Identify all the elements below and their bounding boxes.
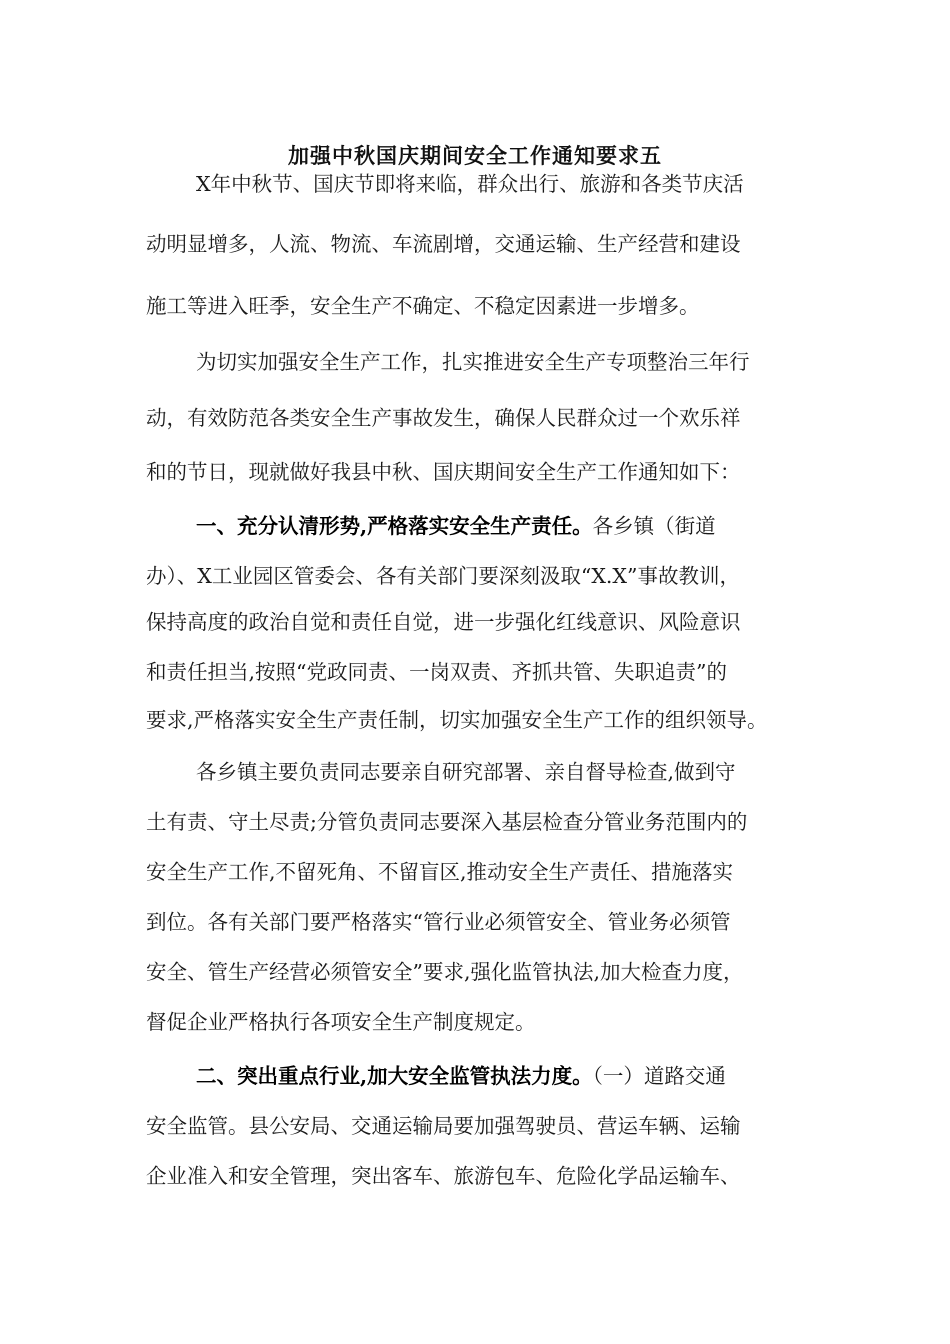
text-line [146,402,741,434]
text-line [146,560,740,592]
document-title: 加强中秋国庆期间安全工作通知要求五 [288,143,662,168]
line-text: 动，有效防范各类安全生产事故发生，确保人民群众过一个欢乐祥 [146,406,741,430]
line-text: 和责任担当,按照“党政同责、一岗双责、齐抓共管、失职追责”的 [146,660,727,684]
line-text: X年中秋节、国庆节即将来临，群众出行、旅游和各类节庆活 [196,172,744,196]
text-line [146,656,727,688]
text-line [196,346,750,378]
section-heading-line [196,510,716,542]
line-text: 各乡镇主要负责同志要亲自研究部署、亲自督导检查,做到守 [196,760,736,784]
section-heading: 二、突出重点行业,加大安全监管执法力度。 [196,1064,593,1088]
text-line [196,168,744,200]
text-line [146,1160,741,1192]
text-line [146,956,744,988]
line-text: （一）道路交通 [592,1064,726,1088]
text-line [146,228,741,260]
line-text: 保持高度的政治自觉和责任自觉，进一步强化红线意识、风险意识 [146,610,741,634]
section-heading-line [196,1060,726,1092]
line-text: 安全监管。县公安局、交通运输局要加强驾驶员、营运车辆、运输 [146,1114,741,1138]
line-text: 督促企业严格执行各项安全生产制度规定。 [146,1010,536,1034]
text-line [146,290,700,322]
line-text: 企业准入和安全管理，突出客车、旅游包车、危险化学品运输车、 [146,1164,741,1188]
line-text: 和的节日，现就做好我县中秋、国庆期间安全生产工作通知如下： [146,460,741,484]
text-line [146,1110,741,1142]
text-line [146,806,747,838]
line-text: 安全、管生产经营必须管安全”要求,强化监管执法,加大检查力度， [146,960,744,984]
text-line [146,906,730,938]
line-text: 各乡镇（街道 [592,514,716,538]
line-text: 要求,严格落实安全生产责任制，切实加强安全生产工作的组织领导。 [146,708,768,732]
line-text: 为切实加强安全生产工作，扎实推进安全生产专项整治三年行 [196,350,750,374]
text-line [146,704,768,736]
line-text: 动明显增多，人流、物流、车流剧增，交通运输、生产经营和建设 [146,232,741,256]
text-line [146,856,733,888]
line-text: 办）、X工业园区管委会、各有关部门要深刻汲取“X.X”事故教训， [146,564,741,588]
text-line [146,1006,536,1038]
text-line [146,606,741,638]
section-heading: 一、充分认清形势,严格落实安全生产责任。 [196,514,593,538]
text-line [146,456,741,488]
line-text: 施工等进入旺季，安全生产不确定、不稳定因素进一步增多。 [146,294,700,318]
line-text: 安全生产工作,不留死角、不留盲区,推动安全生产责任、措施落实 [146,860,734,884]
line-text: 土有责、守土尽责;分管负责同志要深入基层检查分管业务范围内的 [146,810,748,834]
line-text: 到位。各有关部门要严格落实“管行业必须管安全、管业务必须管 [146,910,731,934]
text-line [196,756,736,788]
